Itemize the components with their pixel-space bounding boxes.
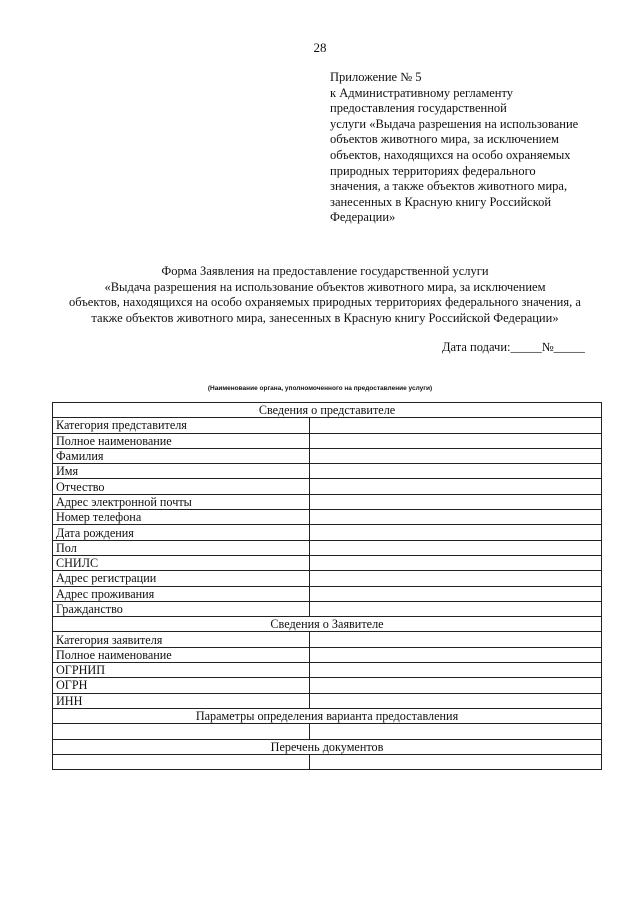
empty-row xyxy=(53,724,602,739)
form-title-line: Форма Заявления на предоставление государственной услуги xyxy=(161,264,489,278)
field-value-cell[interactable] xyxy=(310,601,602,616)
field-value-cell[interactable] xyxy=(310,525,602,540)
empty-cell[interactable] xyxy=(53,754,310,769)
appendix-line: Федерации» xyxy=(330,210,396,225)
page-number: 28 xyxy=(313,40,327,55)
empty-cell[interactable] xyxy=(310,754,602,769)
field-value-cell[interactable] xyxy=(310,571,602,586)
section-parameters xyxy=(53,708,602,723)
field-value-cell[interactable] xyxy=(310,510,602,525)
section-representative xyxy=(53,403,602,418)
field-value-cell[interactable] xyxy=(310,418,602,433)
field-label: ОГРН xyxy=(53,678,310,693)
section-applicant xyxy=(53,617,602,632)
appendix-header xyxy=(330,70,610,226)
field-label: Отчество xyxy=(53,479,310,494)
table-row xyxy=(53,433,602,448)
table-row xyxy=(53,494,602,509)
field-label: Гражданство xyxy=(53,601,310,616)
field-value-cell[interactable] xyxy=(310,555,602,570)
field-value-cell[interactable] xyxy=(310,647,602,662)
field-label: СНИЛС xyxy=(53,555,310,570)
field-value-cell[interactable] xyxy=(310,448,602,463)
field-label: Полное наименование xyxy=(53,433,310,448)
field-label: Адрес электронной почты xyxy=(53,494,310,509)
field-value-cell[interactable] xyxy=(310,433,602,448)
table-row xyxy=(53,632,602,647)
field-label: Пол xyxy=(53,540,310,555)
field-label: Категория представителя xyxy=(53,418,310,433)
appendix-line: предоставления государственной xyxy=(330,101,507,116)
field-label: Номер телефона xyxy=(53,510,310,525)
field-label: Адрес регистрации xyxy=(53,571,310,586)
section-documents xyxy=(53,739,602,754)
form-title-line: «Выдача разрешения на использование объектов животного мира, за исключением xyxy=(104,279,546,294)
table-row xyxy=(53,525,602,540)
appendix-line: объектов, находящихся на особо охраняемых xyxy=(330,147,571,162)
form-title xyxy=(40,264,610,326)
empty-cell[interactable] xyxy=(53,724,310,739)
form-title-line: объектов, находящихся на особо охраняемых природных территориях федерального значения, а xyxy=(69,295,581,310)
appendix-line: природных территориях федерального xyxy=(330,163,536,178)
table-row xyxy=(53,571,602,586)
table-row xyxy=(53,647,602,662)
form-title-line: также объектов животного мира, занесенных в Красную книгу Российской Федерации» xyxy=(91,310,559,325)
field-value-cell[interactable] xyxy=(310,494,602,509)
organ-caption: (Наименование органа, уполномоченного на предоставление услуги) xyxy=(207,385,433,392)
empty-cell[interactable] xyxy=(310,724,602,739)
table-row xyxy=(53,479,602,494)
appendix-line: занесенных в Красную книгу Российской xyxy=(330,194,552,209)
field-value-cell[interactable] xyxy=(310,464,602,479)
field-label: Полное наименование xyxy=(53,647,310,662)
appendix-line: услуги «Выдача разрешения на использование xyxy=(330,116,579,131)
section-heading: Сведения о Заявителе xyxy=(53,617,602,632)
table-row xyxy=(53,464,602,479)
section-heading: Параметры определения варианта предоставления xyxy=(53,708,602,723)
field-label: Имя xyxy=(53,464,310,479)
table-row xyxy=(53,678,602,693)
appendix-line: значения, а также объектов животного мира, xyxy=(330,179,568,194)
section-heading: Сведения о представителе xyxy=(53,403,602,418)
field-label: Категория заявителя xyxy=(53,632,310,647)
table-row xyxy=(53,586,602,601)
table-row xyxy=(53,418,602,433)
field-label: Адрес проживания xyxy=(53,586,310,601)
field-label: Фамилия xyxy=(53,448,310,463)
table-row xyxy=(53,693,602,708)
application-form-table xyxy=(52,402,602,770)
field-value-cell[interactable] xyxy=(310,479,602,494)
table-row xyxy=(53,601,602,616)
table-row xyxy=(53,448,602,463)
submission-date-line: Дата подачи:_____№_____ xyxy=(442,340,585,354)
section-heading: Перечень документов xyxy=(53,739,602,754)
field-value-cell[interactable] xyxy=(310,693,602,708)
field-value-cell[interactable] xyxy=(310,586,602,601)
field-value-cell[interactable] xyxy=(310,663,602,678)
table-row xyxy=(53,555,602,570)
field-label: ИНН xyxy=(53,693,310,708)
table-row xyxy=(53,540,602,555)
field-label: Дата рождения xyxy=(53,525,310,540)
field-value-cell[interactable] xyxy=(310,540,602,555)
appendix-line: Приложение № 5 xyxy=(330,70,422,84)
field-value-cell[interactable] xyxy=(310,632,602,647)
table-row xyxy=(53,510,602,525)
field-value-cell[interactable] xyxy=(310,678,602,693)
appendix-line: объектов животного мира, за исключением xyxy=(330,132,559,147)
empty-row xyxy=(53,754,602,769)
appendix-line: к Административному регламенту xyxy=(330,85,514,100)
table-row xyxy=(53,663,602,678)
field-label: ОГРНИП xyxy=(53,663,310,678)
